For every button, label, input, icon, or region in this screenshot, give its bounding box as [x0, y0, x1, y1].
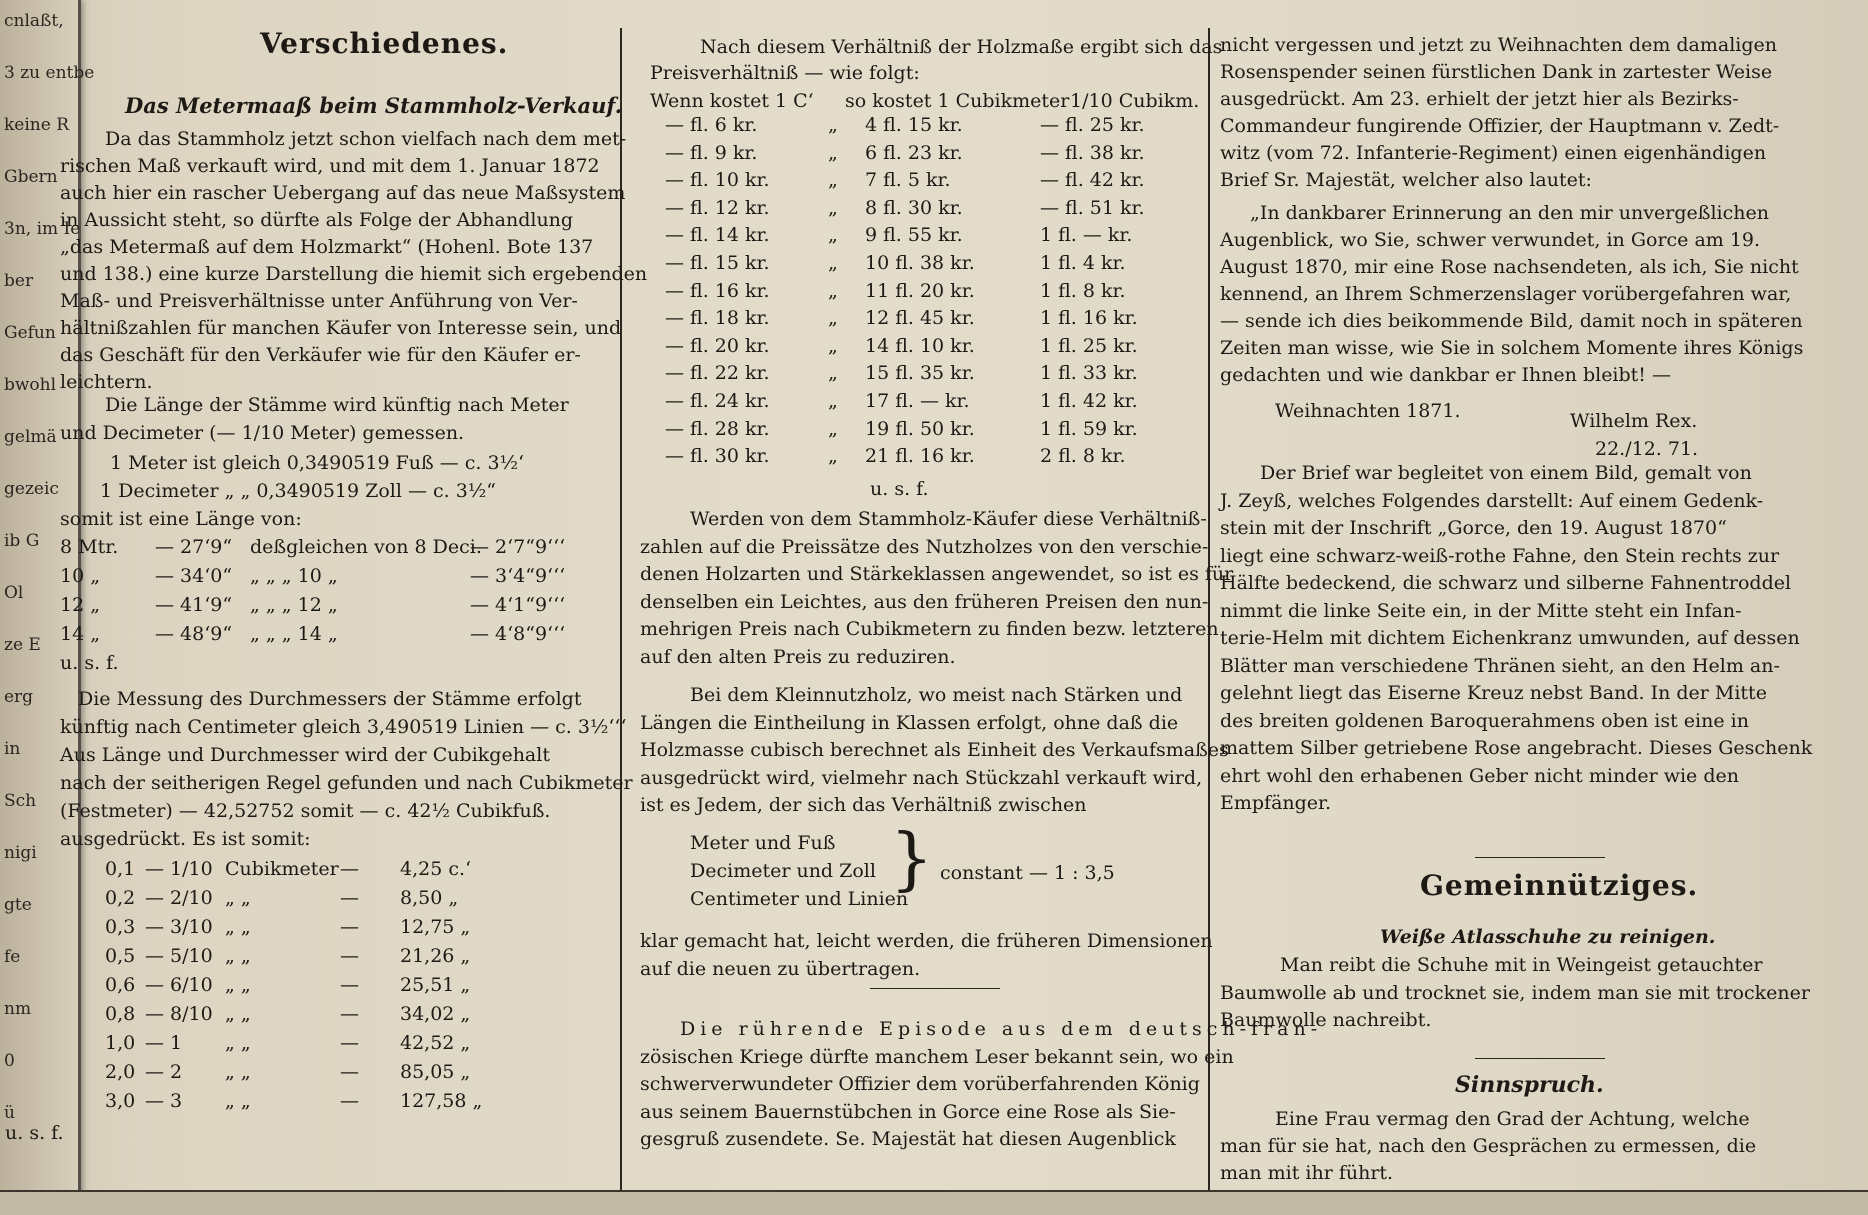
- cubic-cell: —: [340, 1090, 359, 1112]
- cubic-cell: 12,75 „: [400, 916, 471, 938]
- price-cell: 17 fl. — kr.: [865, 390, 970, 412]
- letter-signature-date: 22./12. 71.: [1595, 438, 1699, 460]
- price-cell: „: [828, 445, 838, 468]
- cubic-cell: —: [340, 1003, 359, 1025]
- text-line: Die rührende Episode aus dem deutsch-fran-: [680, 1018, 1323, 1040]
- cubic-cell: 0,1: [105, 858, 136, 880]
- ratio-value: constant — 1 : 3,5: [940, 862, 1115, 884]
- text-line: denselben ein Leichtes, aus den früheren Preisen den nun-: [640, 590, 1209, 613]
- price-cell: — fl. 6 kr.: [665, 114, 758, 136]
- cubic-cell: „ „: [225, 1003, 251, 1025]
- cubic-cell: —: [340, 945, 359, 967]
- cubic-cell: 0,2: [105, 887, 136, 909]
- usf-1: u. s. f.: [60, 652, 119, 674]
- text-line: auch hier ein rascher Uebergang auf das neue Maßsystem: [60, 182, 626, 204]
- price-cell: 1 fl. 4 kr.: [1040, 252, 1126, 274]
- cubic-cell: 4,25 c.‘: [400, 858, 472, 880]
- letter-date: Weihnachten 1871.: [1275, 400, 1461, 422]
- price-cell: 10 fl. 38 kr.: [865, 252, 975, 274]
- fragment-text: ü: [4, 1103, 15, 1123]
- price-cell: 1 fl. 16 kr.: [1040, 307, 1138, 330]
- price-cell: — fl. 25 kr.: [1040, 114, 1145, 136]
- text-line: Der Brief war begleitet von einem Bild, gemalt von: [1260, 462, 1752, 484]
- cubic-cell: 42,52 „: [400, 1032, 471, 1054]
- text-line: gelehnt liegt das Eiserne Kreuz nebst Band. In der Mitte: [1220, 682, 1767, 704]
- cubic-cell: —: [340, 1032, 359, 1054]
- cubic-cell: „ „: [225, 974, 251, 996]
- price-cell: — fl. 28 kr.: [665, 417, 770, 440]
- fragment-text: bwohl: [4, 375, 57, 395]
- price-cell: 21 fl. 16 kr.: [865, 445, 975, 468]
- bottom-page-edge: [0, 1190, 1868, 1215]
- cubic-cell: — 1: [145, 1032, 183, 1054]
- price-cell: — fl. 10 kr.: [665, 169, 770, 192]
- length-cell: „ „ „ 14 „: [250, 623, 338, 645]
- price-cell: 6 fl. 23 kr.: [865, 141, 963, 164]
- price-cell: 2 fl. 8 kr.: [1040, 445, 1126, 468]
- article-title: Das Metermaaß beim Stammholz-Verkauf.: [125, 93, 623, 118]
- price-cell: — fl. 30 kr.: [665, 445, 770, 468]
- price-head-a: Wenn kostet 1 C‘: [650, 90, 814, 112]
- text-line: ehrt wohl den erhabenen Geber nicht minder wie den: [1220, 764, 1739, 787]
- text-line: gesgruß zusendete. Se. Majestät hat diesen Augenblick: [640, 1128, 1176, 1150]
- price-cell: — fl. 12 kr.: [665, 196, 770, 219]
- fragment-text: gelmä: [4, 427, 57, 447]
- cubic-cell: „ „: [225, 1032, 251, 1054]
- cubic-cell: —: [340, 858, 359, 880]
- text-line: Man reibt die Schuhe mit in Weingeist getauchter: [1280, 954, 1763, 976]
- price-cell: 1 fl. 42 kr.: [1040, 390, 1138, 412]
- price-cell: 14 fl. 10 kr.: [865, 334, 975, 357]
- text-line: ausgedrückt wird, vielmehr nach Stückzahl verkauft wird,: [640, 766, 1203, 789]
- separator-rule-3: [1475, 1058, 1605, 1059]
- fragment-text: ib G: [4, 531, 40, 551]
- length-cell: 14 „: [60, 623, 101, 645]
- fragment-text: Ol: [4, 583, 24, 603]
- price-cell: — fl. 22 kr.: [665, 362, 770, 385]
- price-cell: „: [828, 417, 838, 440]
- cubic-cell: „ „: [225, 916, 251, 938]
- conversion-meter: 1 Meter ist gleich 0,3490519 Fuß — c. 3½‘: [110, 452, 525, 474]
- fragment-text: ber: [4, 271, 34, 291]
- text-line: nimmt die linke Seite ein, in der Mitte steht ein Infan-: [1220, 599, 1742, 622]
- cubic-cell: — 3: [145, 1090, 183, 1112]
- section-heading-sinnspruch: Sinnspruch.: [1455, 1072, 1604, 1098]
- text-line: — sende ich dies beikommende Bild, damit noch in späteren: [1220, 310, 1803, 332]
- somit-text: somit ist eine Länge von:: [60, 508, 302, 530]
- fragment-text: nm: [4, 999, 32, 1019]
- text-line: rischen Maß verkauft wird, und mit dem 1. Januar 1872: [60, 155, 600, 177]
- price-cell: 8 fl. 30 kr.: [865, 196, 963, 219]
- text-line: mattem Silber getriebene Rose angebracht. Dieses Geschenk: [1220, 737, 1813, 759]
- text-line: Empfänger.: [1220, 792, 1332, 814]
- cubic-cell: Cubikmeter: [225, 858, 339, 880]
- text-line: in Aussicht steht, so dürfte als Folge der Abhandlung: [60, 209, 574, 231]
- text-line: man mit ihr führt.: [1220, 1162, 1394, 1184]
- text-line: „In dankbarer Erinnerung an den mir unvergeßlichen: [1250, 202, 1769, 224]
- cubic-cell: — 1/10: [145, 858, 213, 880]
- text-line: witz (vom 72. Infanterie-Regiment) einen eigenhändigen: [1220, 142, 1767, 164]
- fragment-text: erg: [4, 687, 34, 707]
- usf-3: u. s. f.: [870, 478, 929, 500]
- cubic-cell: 0,6: [105, 974, 136, 996]
- text-line: auf den alten Preis zu reduziren.: [640, 645, 956, 668]
- price-cell: „: [828, 114, 838, 136]
- fragment-text: 0: [4, 1051, 15, 1071]
- price-cell: — fl. 20 kr.: [665, 334, 770, 357]
- text-line: aus seinem Bauernstübchen in Gorce eine Rose als Sie-: [640, 1100, 1176, 1123]
- fragment-text: cnlaßt,: [4, 11, 64, 31]
- cubic-cell: —: [340, 974, 359, 996]
- price-cell: 1 fl. — kr.: [1040, 224, 1133, 247]
- fragment-text: Gefun: [4, 323, 56, 343]
- price-cell: 1 fl. 33 kr.: [1040, 362, 1138, 385]
- text-line: (Festmeter) — 42,52752 somit — c. 42½ Cubikfuß.: [60, 800, 551, 822]
- section-heading: Verschiedenes.: [260, 27, 509, 60]
- length-cell: — 41‘9“: [155, 594, 233, 616]
- fragment-text: gte: [4, 895, 32, 915]
- cubic-cell: „ „: [225, 1061, 251, 1083]
- price-cell: „: [828, 141, 838, 164]
- cubic-cell: 0,3: [105, 916, 136, 938]
- text-line: klar gemacht hat, leicht werden, die früheren Dimensionen: [640, 930, 1213, 952]
- text-line: nicht vergessen und jetzt zu Weihnachten dem damaligen: [1220, 34, 1778, 56]
- text-line: des breiten goldenen Baroquerahmens oben ist eine in: [1220, 709, 1749, 732]
- text-line: mehrigen Preis nach Cubikmetern zu finden bezw. letzteren: [640, 618, 1219, 640]
- text-line: Längen die Eintheilung in Klassen erfolgt, ohne daß die: [640, 711, 1179, 734]
- fragment-text: nigi: [4, 843, 37, 863]
- price-cell: — fl. 38 kr.: [1040, 141, 1145, 164]
- price-cell: — fl. 18 kr.: [665, 307, 770, 330]
- cubic-cell: 21,26 „: [400, 945, 471, 967]
- fragment-text: ze E: [4, 635, 41, 655]
- text-line: man für sie hat, nach den Gesprächen zu ermessen, die: [1220, 1135, 1757, 1157]
- cubic-cell: — 8/10: [145, 1003, 213, 1025]
- text-line: Blätter man verschiedene Thränen sieht, an den Helm an-: [1220, 654, 1780, 677]
- cubic-cell: — 2/10: [145, 887, 213, 909]
- price-cell: 11 fl. 20 kr.: [865, 279, 975, 302]
- length-intro-1: Die Länge der Stämme wird künftig nach Meter: [105, 394, 569, 416]
- cubic-cell: „ „: [225, 1090, 251, 1112]
- price-head-b: so kostet 1 Cubikmeter: [845, 90, 1070, 112]
- price-cell: — fl. 9 kr.: [665, 141, 758, 164]
- cubic-cell: 1,0: [105, 1032, 136, 1054]
- length-cell: — 2‘7“9‘‘‘: [470, 536, 566, 558]
- price-cell: 19 fl. 50 kr.: [865, 417, 975, 440]
- length-cell: 10 „: [60, 565, 101, 587]
- text-line: nach der seitherigen Regel gefunden und nach Cubikmeter: [60, 772, 633, 794]
- fragment-text: 3 zu entbe: [4, 63, 95, 83]
- text-line: Baumwolle ab und trocknet sie, indem man sie mit trockener: [1220, 981, 1810, 1004]
- price-cell: — fl. 24 kr.: [665, 390, 770, 412]
- price-cell: „: [828, 279, 838, 302]
- letter-signature: Wilhelm Rex.: [1570, 410, 1698, 432]
- text-line: künftig nach Centimeter gleich 3,490519 Linien — c. 3½‘‘‘: [60, 716, 627, 738]
- text-line: Nach diesem Verhältniß der Holzmaße ergibt sich das: [700, 36, 1223, 58]
- text-line: August 1870, mir eine Rose nachsendeten, als ich, Sie nicht: [1220, 256, 1799, 278]
- cubic-cell: 2,0: [105, 1061, 136, 1083]
- brace-symbol: }: [890, 820, 934, 899]
- price-cell: „: [828, 196, 838, 219]
- cubic-cell: 34,02 „: [400, 1003, 471, 1025]
- cubic-cell: —: [340, 1061, 359, 1083]
- cubic-cell: — 3/10: [145, 916, 213, 938]
- cubic-cell: 85,05 „: [400, 1061, 471, 1083]
- price-cell: „: [828, 390, 838, 412]
- price-cell: 1 fl. 59 kr.: [1040, 417, 1138, 440]
- cubic-cell: 3,0: [105, 1090, 136, 1112]
- length-intro-2: und Decimeter (— 1/10 Meter) gemessen.: [60, 422, 465, 444]
- price-cell: — fl. 42 kr.: [1040, 169, 1145, 192]
- length-cell: 8 Mtr.: [60, 536, 119, 558]
- price-cell: — fl. 16 kr.: [665, 279, 770, 302]
- tip-title: Weiße Atlasschuhe zu reinigen.: [1380, 926, 1716, 948]
- fragment-text: Sch: [4, 791, 37, 811]
- price-cell: „: [828, 252, 838, 274]
- price-cell: 4 fl. 15 kr.: [865, 114, 963, 136]
- cubic-cell: — 2: [145, 1061, 183, 1083]
- cubic-cell: — 6/10: [145, 974, 213, 996]
- price-cell: „: [828, 362, 838, 385]
- cubic-cell: 8,50 „: [400, 887, 459, 909]
- text-line: Augenblick, wo Sie, schwer verwundet, in Gorce am 19.: [1220, 229, 1761, 251]
- ratio-item-3: Centimeter und Linien: [690, 888, 909, 910]
- text-line: Werden von dem Stammholz-Käufer diese Verhältniß-: [690, 508, 1207, 530]
- cubic-cell: „ „: [225, 945, 251, 967]
- length-cell: — 34‘0“: [155, 565, 233, 587]
- text-line: Commandeur fungirende Offizier, der Hauptmann v. Zedt-: [1220, 115, 1780, 137]
- cubic-cell: —: [340, 916, 359, 938]
- text-line: zösischen Kriege dürfte manchem Leser bekannt sein, wo ein: [640, 1045, 1234, 1068]
- price-head-c: 1/10 Cubikm.: [1070, 90, 1200, 112]
- price-cell: „: [828, 334, 838, 357]
- length-cell: 12 „: [60, 594, 101, 616]
- text-line: Holzmasse cubisch berechnet als Einheit des Verkaufsmaßes: [640, 739, 1229, 761]
- text-line: Hälfte bedeckend, die schwarz und silberne Fahnentroddel: [1220, 572, 1792, 594]
- column-3: [1220, 0, 1860, 1190]
- text-line: Bei dem Kleinnutzholz, wo meist nach Stärken und: [690, 684, 1183, 706]
- text-line: Maß- und Preisverhältnisse unter Anführung von Ver-: [60, 290, 578, 312]
- text-line: hältnißzahlen für manchen Käufer von Interesse sein, und: [60, 317, 622, 339]
- length-cell: „ „ „ 12 „: [250, 594, 338, 616]
- text-line: Baumwolle nachreibt.: [1220, 1009, 1432, 1031]
- cubic-cell: „ „: [225, 887, 251, 909]
- length-cell: „ „ „ 10 „: [250, 565, 338, 587]
- text-line: Die Messung des Durchmessers der Stämme erfolgt: [78, 688, 582, 710]
- text-line: Zeiten man wisse, wie Sie in solchem Momente ihres Königs: [1220, 337, 1804, 359]
- text-line: terie-Helm mit dichtem Eichenkranz umwunden, auf dessen: [1220, 627, 1800, 649]
- price-cell: 1 fl. 8 kr.: [1040, 279, 1126, 302]
- price-cell: — fl. 51 kr.: [1040, 196, 1145, 219]
- cubic-cell: 0,8: [105, 1003, 136, 1025]
- length-cell: — 3‘4“9‘‘‘: [470, 565, 566, 587]
- price-cell: 1 fl. 25 kr.: [1040, 334, 1138, 357]
- conversion-decimeter: 1 Decimeter „ „ 0,3490519 Zoll — c. 3½“: [100, 480, 496, 502]
- price-cell: „: [828, 169, 838, 192]
- text-line: Da das Stammholz jetzt schon vielfach nach dem met-: [105, 128, 627, 150]
- length-cell: — 4‘8“9‘‘‘: [470, 623, 566, 645]
- text-line: Eine Frau vermag den Grad der Achtung, welche: [1275, 1108, 1750, 1130]
- text-line: und 138.) eine kurze Darstellung die hiemit sich ergebenden: [60, 263, 648, 285]
- cubic-cell: —: [340, 887, 359, 909]
- ratio-item-1: Meter und Fuß: [690, 832, 836, 854]
- text-line: ausgedrückt. Am 23. erhielt der jetzt hier als Bezirks-: [1220, 88, 1739, 110]
- text-line: Preisverhältniß — wie folgt:: [650, 62, 920, 84]
- fragment-text: gezeic: [4, 479, 59, 499]
- text-line: kennend, an Ihrem Schmerzenslager vorübergefahren war,: [1220, 283, 1792, 305]
- text-line: J. Zeyß, welches Folgendes darstellt: Auf einem Gedenk-: [1220, 489, 1764, 512]
- price-cell: 9 fl. 55 kr.: [865, 224, 963, 247]
- text-line: auf die neuen zu übertragen.: [640, 957, 921, 980]
- text-line: denen Holzarten und Stärkeklassen angewendet, so ist es für: [640, 563, 1234, 585]
- fragment-text: Gbern: [4, 167, 58, 187]
- text-line: stein mit der Inschrift „Gorce, den 19. August 1870“: [1220, 517, 1727, 539]
- fragment-text: keine R: [4, 115, 70, 135]
- text-line: ausgedrückt. Es ist somit:: [60, 828, 311, 850]
- text-line: Rosenspender seinen fürstlichen Dank in zartester Weise: [1220, 61, 1773, 83]
- text-line: zahlen auf die Preissätze des Nutzholzes von den verschie-: [640, 535, 1209, 558]
- fragment-text: in: [4, 739, 21, 759]
- price-cell: „: [828, 224, 838, 247]
- usf-2: u. s. f.: [5, 1122, 64, 1144]
- price-cell: 7 fl. 5 kr.: [865, 169, 951, 192]
- length-cell: — 48‘9“: [155, 623, 233, 645]
- text-line: das Geschäft für den Verkäufer wie für den Käufer er-: [60, 344, 581, 366]
- cubic-cell: — 5/10: [145, 945, 213, 967]
- text-line: Brief Sr. Majestät, welcher also lautet:: [1220, 169, 1592, 191]
- text-line: gedachten und wie dankbar er Ihnen bleibt! —: [1220, 364, 1671, 386]
- cubic-cell: 0,5: [105, 945, 136, 967]
- section-heading-gemeinnuetziges: Gemeinnütziges.: [1420, 869, 1699, 902]
- cubic-cell: 127,58 „: [400, 1090, 483, 1112]
- separator-rule-2: [1475, 857, 1605, 858]
- price-cell: 15 fl. 35 kr.: [865, 362, 975, 385]
- price-cell: 12 fl. 45 kr.: [865, 307, 975, 330]
- price-cell: „: [828, 307, 838, 330]
- separator-rule: [870, 988, 1000, 989]
- ratio-item-2: Decimeter und Zoll: [690, 860, 876, 882]
- text-line: „das Metermaß auf dem Holzmarkt“ (Hohenl. Bote 137: [60, 236, 594, 258]
- fragment-text: fe: [4, 947, 21, 967]
- length-cell: — 4‘1“9‘‘‘: [470, 594, 566, 616]
- text-line: ist es Jedem, der sich das Verhältniß zwischen: [640, 794, 1087, 816]
- text-line: schwerverwundeter Offizier dem vorüberfahrenden König: [640, 1073, 1200, 1095]
- price-cell: — fl. 14 kr.: [665, 224, 770, 247]
- price-cell: — fl. 15 kr.: [665, 252, 770, 274]
- fragment-text: 3n, im Ie: [4, 219, 81, 239]
- length-cell: deßgleichen von 8 Deci.: [250, 536, 482, 558]
- text-line: Aus Länge und Durchmesser wird der Cubikgehalt: [60, 744, 550, 766]
- text-line: liegt eine schwarz-weiß-rothe Fahne, den Stein rechts zur: [1220, 544, 1780, 567]
- cubic-cell: 25,51 „: [400, 974, 471, 996]
- text-line: leichtern.: [60, 371, 153, 393]
- length-cell: — 27‘9“: [155, 536, 233, 558]
